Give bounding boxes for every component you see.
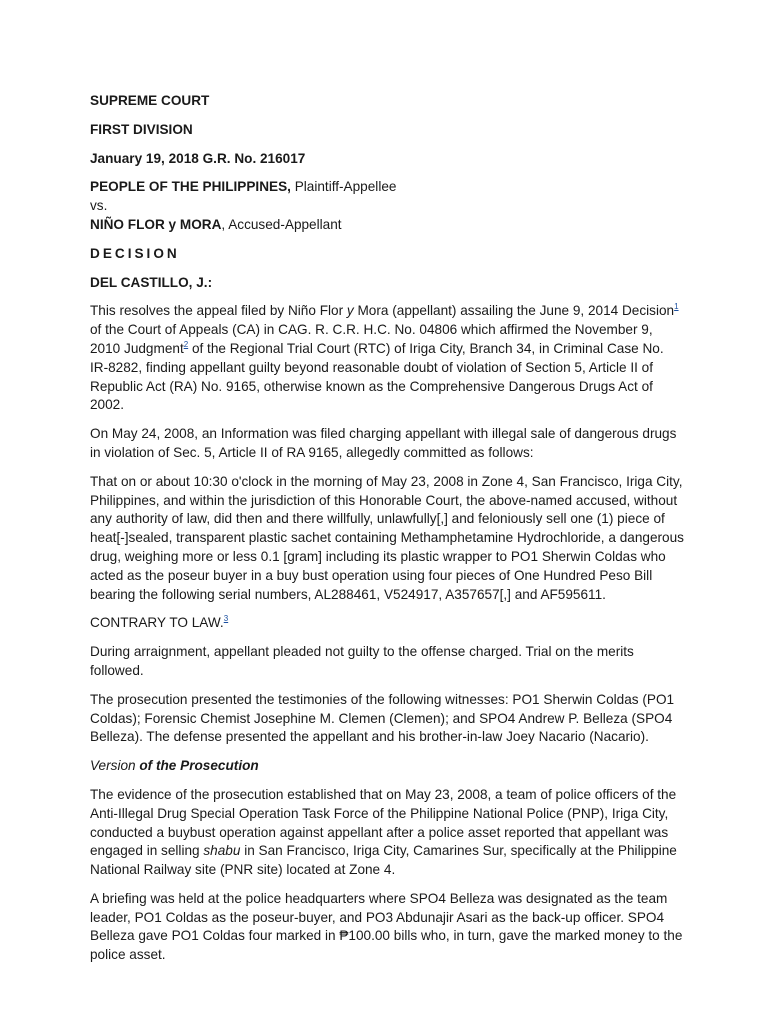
paragraph-witnesses: The prosecution presented the testimonies of the following witnesses: PO1 Sherwin Coldas (PO1 Coldas); Forensic Chemist Josephine M. Clemen (Clemen); and SPO4 Andrew P. Belleza (SPO4 Belleza). The defense presented the appellant and his brother-in-law Joey Nacario (Nacario). (90, 691, 675, 745)
court-name: SUPREME COURT (90, 93, 210, 108)
document-body (90, 92, 684, 975)
paragraph-arraignment: During arraignment, appellant pleaded not guilty to the offense charged. Trial on the merits followed. (90, 644, 634, 678)
paragraph-2: On May 24, 2008, an Information was filed charging appellant with illegal sale of dangerous drugs in violation of Sec. 5, Article II of RA 9165, allegedly committed as follows: (90, 426, 677, 460)
paragraph-evidence: The evidence of the prosecution established that on May 23, 2008, a team of police officers of the Anti-Illegal Drug Special Operation Task Force of the Philippine National Police (PNP), Iriga City, conducted a buybust operation against appellant after a police asset reported that appellant was engaged in selling shabu in San Francisco, Iriga City, Camarines Sur, specifically at the Philippine National Railway site (PNR site) located at Zone 4. (90, 786, 677, 878)
paragraph-1: This resolves the appeal filed by Niño Flor y Mora (appellant) assailing the June 9, 2014 Decision$^1$ of the Court of Appeals (CA) in CAG. R. C.R. H.C. No. 04806 which affirmed the November 9, 2010 Judgment$^2$ of the Regional Trial Court (RTC) of Iriga City, Branch 34, in Criminal Case No. IR-8282, finding appellant guilty beyond reasonable doubt of violation of Section 5, Article II of Republic Act (RA) No. 9165, otherwise known as the Comprehensive Dangerous Drugs Act of 2002. (90, 302, 679, 413)
case-date-number: January 19, 2018 G.R. No. 216017 (90, 150, 306, 166)
information-quote: That on or about 10:30 o'clock in the morning of May 23, 2008 in Zone 4, San Francisco, Iriga City, Philippines, and within the jurisdiction of this Honorable Court, the above-named accused, without any authority of law, did then and there willfully, unlawfully[,] and feloniously sell one (1) piece of heat[-]sealed, transparent plastic sachet containing Methamphetamine Hydrochloride, a dangerous drug, weighing more or less 0.1 [gram] including its plastic wrapper to PO1 Sherwin Coldas who acted as the poseur buyer in a buy bust operation using four pieces of One Hundred Peso Bill bearing the following serial numbers, AL288461, V524917, A357657[,] and AF595611. (90, 473, 684, 602)
footnote-link-1[interactable]: 1 (674, 302, 679, 312)
paragraph-briefing: A briefing was held at the police headquarters where SPO4 Belleza was designated as the team leader, PO1 Coldas as the poseur-buyer, and PO3 Abdunajir Asari as the back-up officer. SPO4 Belleza gave PO1 Coldas four marked in ₱100.00 bills who, in turn, gave the marked money to the police asset. (90, 890, 683, 963)
case-parties (90, 178, 684, 234)
division-name: FIRST DIVISION (90, 121, 193, 137)
party2-role: , Accused-Appellant (221, 216, 342, 232)
footnote-link-2[interactable]: 2 (183, 339, 189, 349)
section-heading-prosecution: Version of the Prosecution (90, 758, 259, 774)
party2-name: NIÑO FLOR y MORA (90, 216, 222, 232)
contrary-to-law: CONTRARY TO LAW.$^3$ (90, 614, 229, 631)
versus: vs. (90, 198, 108, 214)
ponente: DEL CASTILLO, J.: (90, 274, 213, 290)
footnote-link-3[interactable]: 3 (223, 614, 229, 624)
party1-role: Plaintiff-Appellee (290, 179, 397, 195)
party1-name: PEOPLE OF THE PHILIPPINES, (90, 179, 291, 195)
decision-heading: DECISION (90, 245, 180, 261)
